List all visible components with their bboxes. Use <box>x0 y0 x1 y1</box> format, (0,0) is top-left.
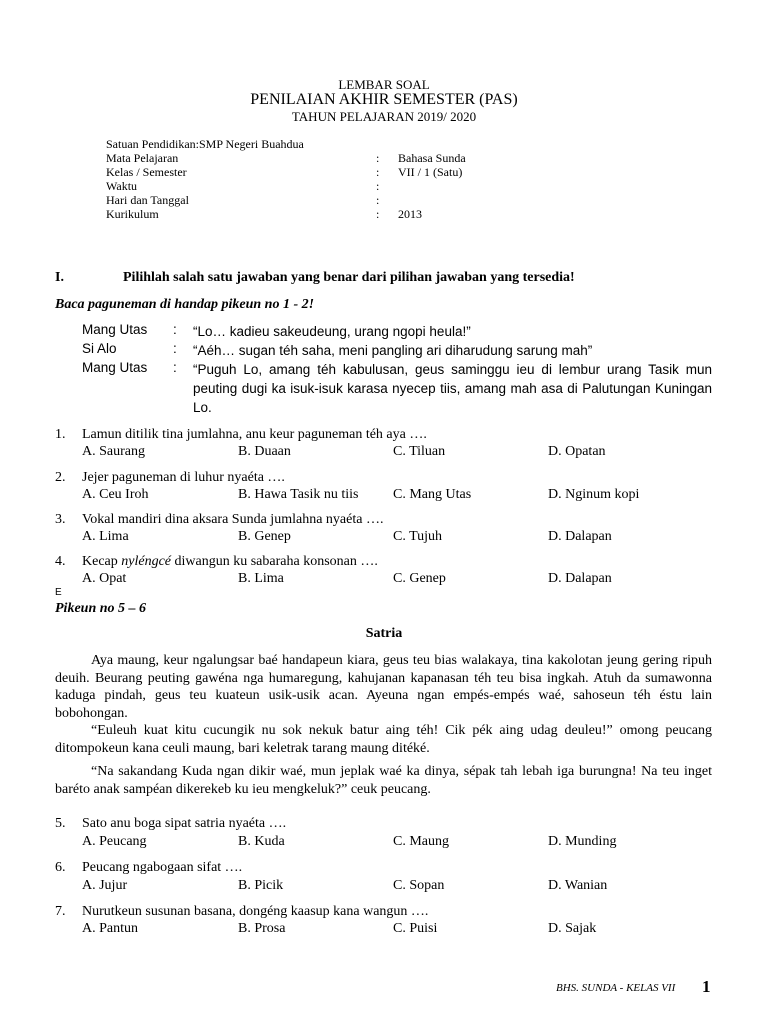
info-label-class: Kelas / Semester <box>106 165 187 179</box>
question-stem: Vokal mandiri dina aksara Sunda jumlahna nyaéta …. <box>82 512 384 527</box>
option-c: C. Maung <box>393 834 449 849</box>
dialogue-speaker: Mang Utas <box>82 322 148 337</box>
option-b: B. Duaan <box>238 444 291 459</box>
info-value-subject: Bahasa Sunda <box>398 151 466 165</box>
option-b: B. Hawa Tasik nu tiis <box>238 487 359 502</box>
question-number: 1. <box>55 427 66 442</box>
question-number: 7. <box>55 904 66 919</box>
question-number: 4. <box>55 554 66 569</box>
question-stem: Sato anu boga sipat satria nyaéta …. <box>82 816 287 831</box>
question-number: 5. <box>55 816 66 831</box>
question-stem <box>82 554 378 570</box>
info-label-subject: Mata Pelajaran <box>106 151 179 165</box>
option-a: A. Pantun <box>82 921 138 936</box>
option-a: A. Ceu Iroh <box>82 487 149 502</box>
info-colon: : <box>376 207 380 221</box>
option-d: D. Opatan <box>548 444 606 459</box>
question-number: 6. <box>55 860 66 875</box>
academic-year: TAHUN PELAJARAN 2019/ 2020 <box>291 109 477 124</box>
option-a: A. Peucang <box>82 834 147 849</box>
dialogue-colon: : <box>173 322 177 337</box>
option-d: D. Dalapan <box>548 571 612 586</box>
option-b: B. Prosa <box>238 921 286 936</box>
info-label-curriculum: Kurikulum <box>106 207 159 221</box>
option-b: B. Picik <box>238 878 284 893</box>
stray-mark: E <box>55 587 62 598</box>
option-d: D. Wanian <box>548 878 608 893</box>
option-d: D. Munding <box>548 834 617 849</box>
section-instruction: Pilihlah salah satu jawaban yang benar dari pilihan jawaban yang tersedia! <box>123 270 575 285</box>
dialogue-line: “Puguh Lo, amang téh kabulusan, geus saminggu ieu di lembur urang Tasik mun peuting dugi ka isuk-isuk karasa nyecep tiis, amang mah asa di Palutungan Kuningan Lo. <box>193 362 712 415</box>
question-stem: Nurutkeun susunan basana, dongéng kaasup kana wangun …. <box>82 904 429 919</box>
option-d: D. Nginum kopi <box>548 487 640 502</box>
info-value-class: VII / 1 (Satu) <box>398 165 463 179</box>
option-b: B. Kuda <box>238 834 285 849</box>
question-stem: Peucang ngabogaan sifat …. <box>82 860 243 875</box>
question-stem: Jejer paguneman di luhur nyaéta …. <box>82 470 285 485</box>
stem-text: diwangun ku sabaraha konsonan …. <box>171 554 378 569</box>
info-label-school: Satuan Pendidikan:SMP Negeri Buahdua <box>106 137 304 151</box>
option-c: C. Sopan <box>393 878 445 893</box>
section-number: I. <box>55 270 64 285</box>
info-colon: : <box>376 193 380 207</box>
option-c: C. Mang Utas <box>393 487 472 502</box>
question-number: 2. <box>55 470 66 485</box>
option-c: C. Puisi <box>393 921 438 936</box>
info-colon: : <box>376 179 380 193</box>
story-paragraph: “Na sakandang Kuda ngan dikir waé, mun jeplak waé ka dinya, sépak tah lebah iga burungna! Na teu inget baréto anak sampéan dikerekeb ku ieu mengkeluk?” ceuk peucang. <box>55 764 712 797</box>
question-number: 3. <box>55 512 66 527</box>
option-b: B. Lima <box>238 571 284 586</box>
story-paragraph: Aya maung, keur ngalungsar baé handapeun kiara, geus teu bias walakaya, tina kakolotan jeung gering ripuh deuih. Beurang peuting gawéna nga humaregung, kahujanan kapanasan téh teu bisa ingkah. Atuh da sumawonna kaduga pindah, geus teu kuateun usik-usik acan. Ayeuna ngan empés-empés waé, sahoseun téh éstu lain bobohongan. <box>55 653 712 721</box>
info-label-time: Waktu <box>106 179 138 193</box>
footer-label: BHS. SUNDA - KELAS VII <box>556 982 676 994</box>
option-c: C. Tujuh <box>393 529 443 544</box>
story-title: Satria <box>365 626 403 641</box>
option-c: C. Genep <box>393 571 446 586</box>
read-prompt: Baca paguneman di handap pikeun no 1 - 2! <box>55 297 315 312</box>
dialogue-colon: : <box>173 341 177 356</box>
info-label-date: Hari dan Tanggal <box>106 193 189 207</box>
dialogue-colon: : <box>173 360 177 375</box>
option-d: D. Sajak <box>548 921 597 936</box>
stem-italic-word: nyléngcé <box>121 554 172 569</box>
page-number: 1 <box>702 977 711 996</box>
option-d: D. Dalapan <box>548 529 612 544</box>
info-value-curriculum: 2013 <box>398 207 422 221</box>
story-paragraph: “Euleuh kuat kitu cucungik nu sok nekuk batur aing téh! Cik pék aing udag deuleu!” omong peucang ditompokeun kana ceuli maung, bari keletrak tarang maung ditéké. <box>55 723 712 756</box>
dialogue-speaker: Si Alo <box>82 341 117 356</box>
sheet-label: LEMBAR SOAL <box>338 77 430 92</box>
section-heading-pikeun: Pikeun no 5 – 6 <box>55 601 147 616</box>
dialogue-speaker: Mang Utas <box>82 360 148 375</box>
stem-text: Kecap <box>82 554 122 569</box>
option-a: A. Saurang <box>82 444 145 459</box>
option-b: B. Genep <box>238 529 291 544</box>
info-colon: : <box>376 165 380 179</box>
info-colon: : <box>376 151 380 165</box>
dialogue-line: “Lo… kadieu sakeudeung, urang ngopi heula!” <box>193 324 471 339</box>
question-stem: Lamun ditilik tina jumlahna, anu keur paguneman téh aya …. <box>82 427 427 442</box>
option-a: A. Lima <box>82 529 129 544</box>
option-a: A. Opat <box>82 571 127 586</box>
dialogue-line: “Aéh… sugan téh saha, meni pangling ari diharudung sarung mah” <box>193 343 593 358</box>
option-c: C. Tiluan <box>393 444 446 459</box>
exam-title: PENILAIAN AKHIR SEMESTER (PAS) <box>250 91 518 108</box>
option-a: A. Jujur <box>82 878 128 893</box>
